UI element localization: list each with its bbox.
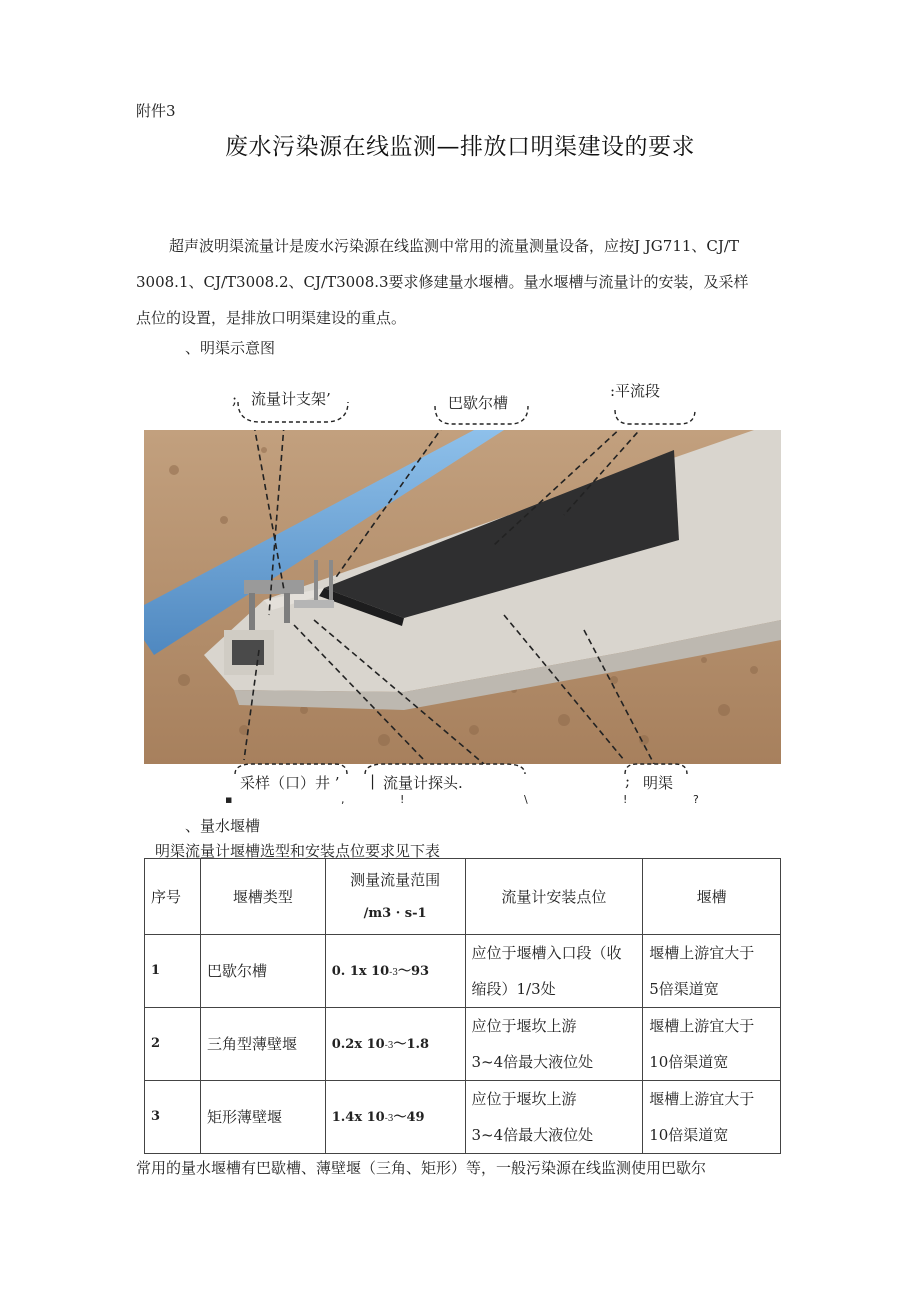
mark-question: ?: [693, 793, 699, 806]
row1-no: 1: [145, 935, 201, 1008]
row1-type: 巴歇尔槽: [200, 935, 325, 1008]
row3-pos-l2: 3~4倍最大液位处: [471, 1126, 594, 1144]
row3-range-exp: -3: [384, 1113, 394, 1124]
table-row: [145, 935, 781, 1008]
row2-position: [465, 1008, 643, 1081]
intro-paragraph: [136, 228, 786, 336]
table-row: [145, 1008, 781, 1081]
section-heading-diagram: 、明渠示意图: [185, 339, 276, 357]
row1-range-b: 〜93: [398, 963, 430, 979]
channel-photo-svg: [144, 430, 781, 764]
mark-excl-2: !: [623, 793, 628, 806]
row3-weir-l1: 堰槽上游宜大于: [649, 1090, 755, 1108]
row2-weir-l2: 10倍渠道宽: [649, 1053, 729, 1071]
header-type: 堰槽类型: [200, 859, 325, 935]
row2-weir: [643, 1008, 781, 1081]
row2-type: 三角型薄壁堰: [200, 1008, 325, 1081]
row3-pos-l1: 应位于堰坎上游: [471, 1090, 577, 1108]
intro-line-1: 超声波明渠流量计是废水污染源在线监测中常用的流量测量设备，应按J JG711、CJ/T: [169, 237, 739, 255]
row2-no: 2: [145, 1008, 201, 1081]
mark-excl-1: !: [400, 793, 405, 806]
row2-range: [325, 1008, 465, 1081]
table-row: [145, 1081, 781, 1154]
document-title: 废水污染源在线监测—排放口明渠建设的要求: [225, 134, 695, 160]
label-open-channel: 明渠: [643, 774, 674, 792]
footer-paragraph: 常用的量水堰槽有巴歇槽、薄壁堰（三角、矩形）等，一般污染源在线监测使用巴歇尔: [136, 1159, 707, 1177]
intro-line-2: 3008.1、CJ/T3008.2、CJ/T3008.3要求修建量水堰槽。量水堰槽与流量计的安装，及采样: [136, 273, 749, 291]
row1-weir-l2: 5倍渠道宽: [649, 980, 719, 998]
label-flowmeter-probe: 流量计探头.: [383, 774, 463, 792]
label-sampling-well: 采样（口）井 ’: [240, 774, 340, 792]
header-range-l2: /m3 · s-1: [363, 905, 427, 921]
row3-weir-l2: 10倍渠道宽: [649, 1126, 729, 1144]
row1-range: [325, 935, 465, 1008]
channel-photo: [144, 430, 781, 764]
row1-pos-l1: 应位于堰槽入口段（收: [471, 944, 622, 962]
table-header-row: [145, 859, 781, 935]
attachment-label: 附件3: [136, 102, 176, 120]
label-semicolon-2: ;: [625, 772, 631, 790]
row2-pos-l1: 应位于堰坎上游: [471, 1017, 577, 1035]
row3-range: [325, 1081, 465, 1154]
top-brackets: [230, 400, 710, 432]
row2-pos-l2: 3~4倍最大液位处: [471, 1053, 594, 1071]
mark-backslash: \: [524, 793, 528, 806]
row3-range-b: 〜49: [393, 1109, 425, 1125]
label-bar: |: [370, 772, 376, 790]
row3-position: [465, 1081, 643, 1154]
label-flowmeter-bracket: 流量计支架’: [251, 390, 331, 408]
header-range-l1: 测量流量范围: [350, 870, 441, 889]
label-straight-section: :平流段: [610, 382, 661, 400]
header-no: 序号: [145, 859, 201, 935]
header-position: 流量计安装点位: [465, 859, 643, 935]
row1-pos-l2: 缩段）1/3处: [471, 980, 556, 998]
row1-weir: [643, 935, 781, 1008]
mark-dot: ▪: [225, 793, 233, 806]
row1-range-exp: -3: [389, 967, 399, 978]
section-heading-weir: 、量水堰槽: [185, 817, 261, 835]
row3-type: 矩形薄壁堰: [200, 1081, 325, 1154]
header-range: [325, 859, 465, 935]
row3-range-a: 1.4x 10: [331, 1109, 385, 1125]
row1-range-a: 0. 1x 10: [331, 963, 390, 979]
row2-range-a: 0.2x 10: [331, 1036, 385, 1052]
row3-no: 3: [145, 1081, 201, 1154]
table-caption: 明渠流量计堰槽选型和安装点位要求见下表: [155, 842, 441, 860]
weir-table: [144, 858, 781, 1154]
header-weir: 堰槽: [643, 859, 781, 935]
row3-weir: [643, 1081, 781, 1154]
label-semicolon-1: ;: [232, 390, 238, 408]
mark-comma: ,: [341, 793, 345, 806]
intro-line-3: 点位的设置，是排放口明渠建设的重点。: [136, 309, 407, 327]
row2-range-b: 〜1.8: [393, 1036, 430, 1052]
row1-weir-l1: 堰槽上游宜大于: [649, 944, 755, 962]
row2-range-exp: -3: [384, 1040, 394, 1051]
row1-position: [465, 935, 643, 1008]
label-parshall-flume: 巴歇尔槽: [448, 394, 509, 412]
row2-weir-l1: 堰槽上游宜大于: [649, 1017, 755, 1035]
